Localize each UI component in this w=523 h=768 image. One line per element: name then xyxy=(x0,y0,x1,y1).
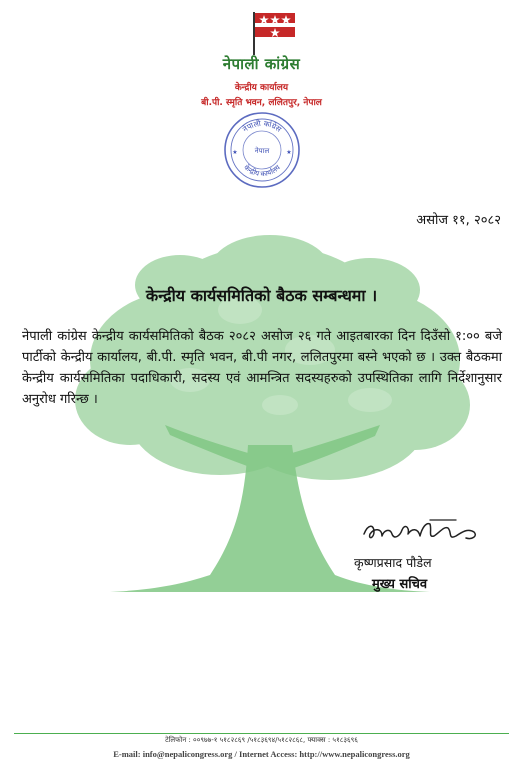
svg-text:नेपाली कांग्रेस xyxy=(241,119,284,135)
svg-text:★: ★ xyxy=(232,149,238,156)
office-seal-icon xyxy=(222,110,302,190)
letter-body: नेपाली कांग्रेस केन्द्रीय कार्यसमितिको बैठक २०८२ असोज २६ गते आइतबारका दिन दिउँसो १:०० बजे पार्टीको केन्द्रीय कार्यालय, बी.पी. स्मृति भवन, बी.पी नगर, ललितपुरमा बस्ने भएको छ । उक्त बैठकमा केन्द्रीय कार्यसमितिका पदाधिकारी, सदस्य एवं आमन्त्रित सदस्यहरुको उपस्थितिका लागि निर्देशानुसार अनुरोध गरिन्छ । xyxy=(22,329,502,407)
handwritten-signature xyxy=(360,514,490,548)
seal-bottom-text: केन्द्रीय कार्यालय xyxy=(242,163,282,179)
svg-text:★: ★ xyxy=(286,149,292,156)
footer-contact: E-mail: info@nepalicongress.org / Internet Access: http://www.nepalicongress.org xyxy=(113,749,410,759)
seal-center-text: नेपाल xyxy=(254,147,270,155)
party-flag-icon xyxy=(250,10,298,56)
organization-name: नेपाली कांग्रेस xyxy=(222,55,301,73)
signatory-title: मुख्य सचिव xyxy=(372,577,428,592)
footer-divider xyxy=(14,733,509,734)
footer-phone: टेलिफोन : ००९७७-१ ५१८२८६९ /५१८३६९४/५१८२८६८, फ्याक्स : ५१८३६९६ xyxy=(165,736,358,744)
seal-top-text: नेपाली कांग्रेस xyxy=(240,118,284,134)
svg-text:केन्द्रीय कार्यालय xyxy=(242,163,282,178)
letter-subject: केन्द्रीय कार्यसमितिको बैठक सम्बन्धमा । xyxy=(145,286,378,305)
signatory-name: कृष्णप्रसाद पौडेल xyxy=(354,555,432,570)
letter-date: असोज ११, २०८२ xyxy=(416,213,501,228)
office-address: बी.पी. स्मृति भवन, ललितपुर, नेपाल xyxy=(201,98,322,108)
office-name: केन्द्रीय कार्यालय xyxy=(234,83,289,93)
